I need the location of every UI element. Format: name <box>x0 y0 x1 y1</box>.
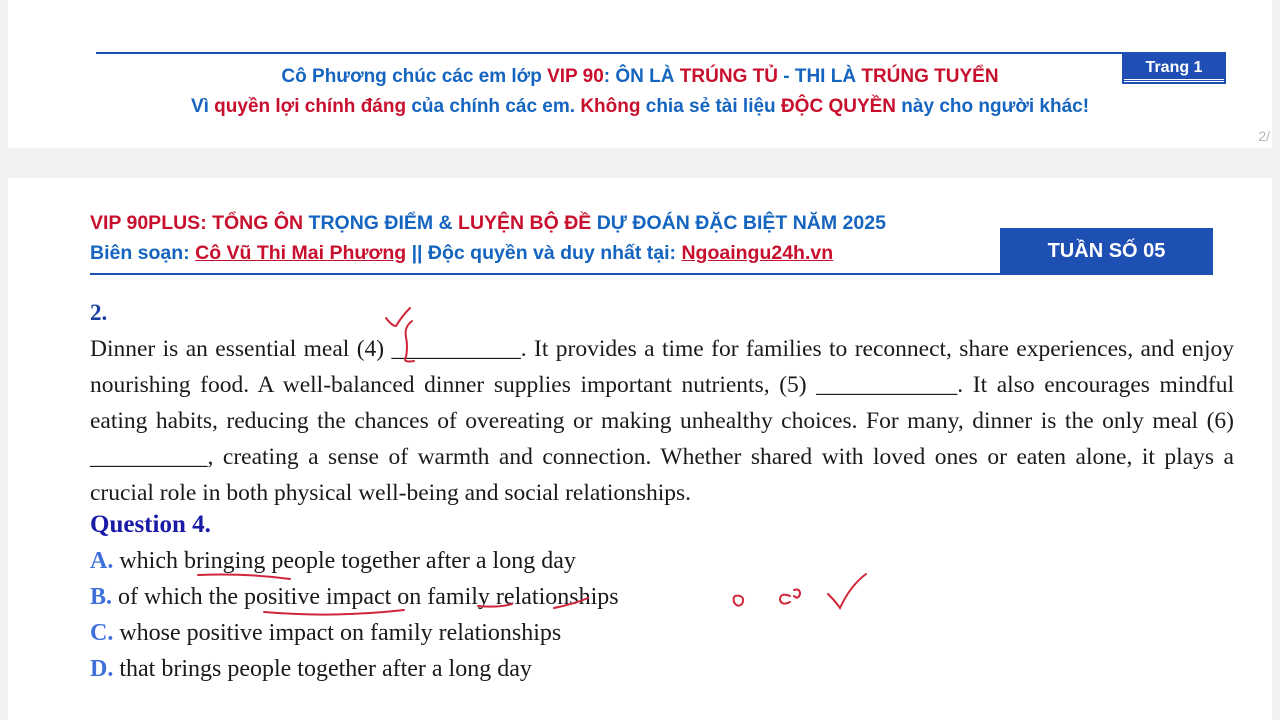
question-title: Question 4. <box>90 511 211 538</box>
header-text-segment: Cô Phương chúc các em lớp <box>281 66 548 87</box>
header-text-segment: : ÔN LÀ <box>603 66 680 87</box>
header-text-segment: ĐỘC QUYỀN <box>780 96 897 117</box>
title-rule <box>90 273 1213 275</box>
header-text-segment: - THI LÀ <box>777 66 862 87</box>
option-letter: C. <box>90 620 114 646</box>
exercise-number: 2. <box>90 300 108 325</box>
passage-text: , creating a sense of warmth and connection. Whether shared with loved ones or eaten alone, it plays a crucial role in both physical well-being and social relationships. <box>90 444 1234 506</box>
option-text: of which the positive impact on family relationships <box>118 584 619 610</box>
header-text-segment: chia sẻ tài liệu <box>640 96 781 117</box>
header-text-segment: Vì <box>190 96 215 117</box>
author-mid-text: || Độc quyền và duy nhất tại: <box>406 242 682 264</box>
header-rule <box>96 52 1226 54</box>
document-title <box>90 208 886 268</box>
underline-bringing <box>198 575 290 580</box>
option-d[interactable] <box>90 656 532 683</box>
header-slogan-line-1 <box>8 66 1272 88</box>
author-name-link[interactable]: Cô Vũ Thi Mai Phương <box>195 242 407 264</box>
option-c[interactable] <box>90 620 561 647</box>
document-title-line <box>90 208 886 238</box>
header-text-segment: VIP 90PLUS: TỔNG ÔN <box>90 212 309 234</box>
header-text-segment: quyền lợi chính đáng <box>214 96 407 117</box>
author-prefix: Biên soạn: <box>90 242 196 264</box>
header-text-segment: này cho người khác! <box>896 96 1090 117</box>
author-line <box>90 238 886 268</box>
handwritten-o <box>734 596 744 606</box>
check-mark-on-4 <box>386 308 410 326</box>
passage-text: . It also encourages mindful eating habits, reducing the chances of overeating or making unhealthy choices. For many, dinner is the only meal (6) <box>90 372 1234 434</box>
page-header-fragment <box>8 0 1272 148</box>
handwritten-check <box>828 574 866 608</box>
header-text-segment: TRÚNG TUYỂN <box>861 66 999 87</box>
header-text-segment: của chính các em. <box>406 96 581 117</box>
header-text-segment: DỰ ĐOÁN ĐẶC BIỆT NĂM 2025 <box>596 212 886 234</box>
header-text-segment: VIP 90 <box>547 66 604 87</box>
option-letter: D. <box>90 656 114 682</box>
blank-6: __________ <box>90 444 208 470</box>
blank-5: ____________ <box>816 372 958 398</box>
option-letter: B. <box>90 584 113 610</box>
header-text-segment: Không <box>580 96 641 117</box>
handwritten-co <box>780 590 800 604</box>
header-slogan-line-2 <box>8 96 1272 118</box>
option-b[interactable] <box>90 584 619 611</box>
site-link[interactable]: Ngoaingu24h.vn <box>681 242 834 264</box>
passage-text: . It provides a time for families to reconnect, share experiences, and enjoy nourishing food. A well-balanced dinner supplies important nutrients, (5) <box>90 336 1235 398</box>
week-badge: TUẦN SỐ 05 <box>1000 228 1213 275</box>
page-badge: Trang 1 <box>1124 54 1224 82</box>
header-text-segment: TRÚNG TỦ <box>679 66 778 87</box>
page-counter: 2/ <box>1258 128 1270 144</box>
option-text: whose positive impact on family relationships <box>119 620 562 646</box>
blank-4: ___________ <box>391 336 521 362</box>
document-page <box>8 178 1272 720</box>
passage-text: Dinner is an essential meal (4) <box>90 336 392 362</box>
reading-passage <box>90 331 1234 511</box>
option-letter: A. <box>90 548 114 574</box>
option-text: that brings people together after a long day <box>119 656 532 682</box>
option-text: which bringing people together after a long day <box>119 548 576 574</box>
option-a[interactable] <box>90 548 576 575</box>
header-text-segment: LUYỆN BỘ ĐỀ <box>458 212 597 234</box>
header-text-segment: TRỌNG ĐIỂM & <box>308 212 459 234</box>
